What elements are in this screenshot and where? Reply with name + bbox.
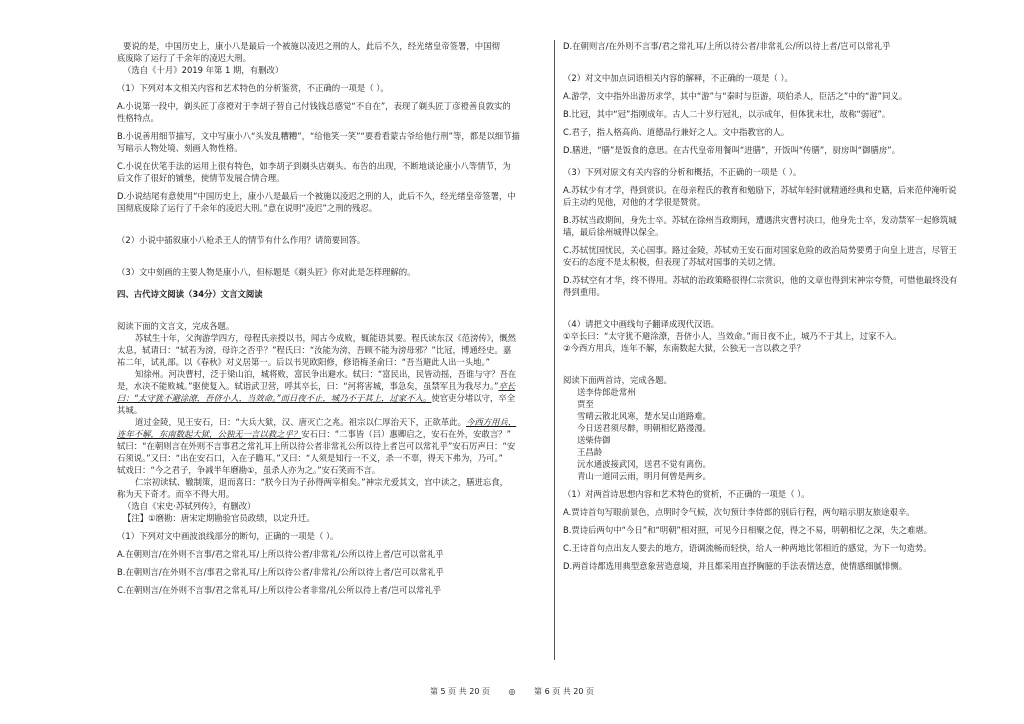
option-c-cont: 后文作了很好的铺垫，使情节发展合情合理。 <box>117 173 285 183</box>
question-7: （4）请把文中画线句子翻译成现代汉语。 <box>563 319 720 329</box>
option-b: B.小说善用细节描写，文中写康小八“头发乱糟糟”，“给他笑一笑”“要看看蒙古爷给他行刑”等，都是以细节描 <box>117 131 520 141</box>
passage-line: 称为天下奇才。而卒不得大用。 <box>117 489 235 499</box>
option-a: A.游学，文中指外出游历求学，其中“游”与“秦时与臣游，项伯杀人，臣活之”中的“游”同义。 <box>563 91 908 101</box>
option-a: A.在朝则言/在外则不言事/君之常礼耳/上所以待公者/非常礼/公所以待上者/岂可以常礼乎 <box>117 549 444 559</box>
passage-line: 轼戏曰：“今之君子，争减半年磨勘①，虽杀人亦为之。”安石笑而不言。 <box>117 465 381 475</box>
story-paragraph: 要说的是，中国历史上，康小八是最后一个被施以凌迟之刑的人，此后不久，经光绪皇帝签署，中国彻 <box>123 41 500 51</box>
poem-line: 今日送君须尽醉，明朝相忆路漫漫。 <box>577 423 711 433</box>
passage-line: 其城。 <box>117 405 143 415</box>
passage-line: 知徐州。河决曹村，泛于梁山泊，城将败，富民争出避水。轼曰：“富民出，民皆动摇，吾谁与守？吾在 <box>135 369 517 379</box>
section-heading: 四、古代诗文阅读（34分）文言文阅读 <box>117 289 263 299</box>
option-b: B.在朝则言/在外则不言/事君之常礼耳/上所以待公者/非常礼/公所以待上者/岂可以常礼乎 <box>117 567 444 577</box>
question-1: （1）下列对本文相关内容和艺术特色的分析鉴赏，不正确的一项是（ ）。 <box>117 83 389 93</box>
option-d: D.膳进，“膳”是饭食的意思。在古代皇帝用餐叫“进膳”，开饭叫“传膳”，厨房叫“御膳房”。 <box>563 145 900 155</box>
passage-text: 使官吏分堵以守，卒全 <box>431 393 516 403</box>
footer-separator: ◎ <box>508 687 516 696</box>
passage-line: 祐二年，试礼部。以《春秋》对义居第一。后以书见欧阳修，修语梅圣俞曰：“吾当避此人出一头地。” <box>117 357 490 367</box>
passage-line: 石须说。”又曰：“出在安石口，入在子瞻耳。”又曰：“人须是知行一不义，杀一不辜，得天下弗为，乃可。” <box>117 453 503 463</box>
footnote: 【注】①磨勘：唐宋定期勘验官员政绩，以定升迁。 <box>123 513 315 523</box>
page-footer <box>0 686 1024 697</box>
question-4: （1）下列对文中画波浪线部分的断句，正确的一项是（ ）。 <box>117 531 339 541</box>
option-a: A.小说第一段中，剃头匠丁彦䙞对于李胡子替自己付钱钱总感觉“不自在”，表现了剃头匠丁彦䙞善良敦实的 <box>117 101 511 111</box>
option-c-cont: 安石的态度不是太积极，但表现了苏轼对国事的关切之情。 <box>563 257 781 267</box>
right-column <box>563 40 993 572</box>
question-3: （3）文中刻画的主要人物是康小八，但标题是《剃头匠》你对此是怎样理解的。 <box>117 267 416 277</box>
option-a: A.苏轼少有才学，得到赏识。在母亲程氏的教育和勉励下，苏轼年轻时就精通经典和史籍，后来范仲淹听说 <box>563 185 957 195</box>
translate-sentence-1: ①卒长曰：“太守犹不避涂潦，吾侪小人，当效命。”而日夜不止，城乃不于其上，过家不入。 <box>563 331 902 341</box>
passage-line: 太息，轼请曰：“轼若为滂，母许之否乎？”程氏曰：“汝能为滂，吾顾不能为滂母邪？”比冠，博通经史。嘉 <box>117 345 512 355</box>
poem-line: 沅水通波接武冈，送君不觉有离伤。 <box>577 459 711 469</box>
poem-line: 雪晴云散北风寒，楚水吴山道路难。 <box>577 411 711 421</box>
poem-title: 送李侍郎赴常州 <box>577 387 636 397</box>
column-divider <box>554 40 555 660</box>
option-d-cont: 得到重用。 <box>563 287 605 297</box>
page-number-right: 第 6 页 共 20 页 <box>534 687 595 696</box>
option-d: D.在朝则言/在外则不言事/君之常礼耳/上所以待公者/非常礼公/所以待上者/岂可以常礼乎 <box>563 41 891 51</box>
poem-title: 送柴侍御 <box>577 435 611 445</box>
option-c: C.王诗首句点出友人要去的地方，语调流畅而轻快，给人一种两地比邻相近的感觉，为下一句造势。 <box>563 543 932 553</box>
left-column <box>117 40 549 596</box>
passage-line: 苏轼生十年，父洵游学四方，母程氏亲授以书，闻古今成败，辄能语其要。程氏读东汉《范滂传》，慨然 <box>135 333 517 343</box>
underlined-text: 而日夜不止，城乃不于其上，过家不入。 <box>280 393 432 403</box>
option-b-cont: 墙，最后徐州城得以保全。 <box>563 227 664 237</box>
page-number-left: 第 5 页 共 20 页 <box>429 687 490 696</box>
poem-author: 王昌龄 <box>577 447 603 457</box>
translate-sentence-2: ②今西方用兵，连年不解，东南数起大狱，公独无一言以救之乎？ <box>563 343 806 353</box>
option-c: C.在朝则言/在外则不言事/君之常礼耳/上所以待公者非常/礼公所以待上者/岂可以常礼乎 <box>117 585 442 595</box>
underlined-text: 今西方用兵， <box>465 417 517 427</box>
passage-line <box>117 380 549 392</box>
option-b: B.贾诗后两句中“今日”和“明朝”相对照，可见今日相聚之促，得之不易，明朝相忆之深，失之难堪。 <box>563 525 933 535</box>
passage-text: 道过金陵，见王安石，曰：“大兵大狱，汉、唐灭亡之兆。祖宗以仁厚治天下，正欲革此。 <box>135 417 466 427</box>
passage-line: 轼曰：“在朝则言在外则不言事君之常礼耳上所以待公者非常礼公所以待上者岂可以常礼乎”安石厉声曰：“安 <box>117 441 516 451</box>
passage-text: 安石曰：“二事皆（吕）惠卿启之，安石在外，安敢言？” <box>301 429 511 439</box>
passage-text: 是，水决不能败城。”驱使复入。轼诣武卫营，呼其卒长，曰：“河将害城，事急矣，虽禁军且为我尽力。” <box>117 381 499 391</box>
question-8: （1）对两首诗思想内容和艺术特色的赏析，不正确的一项是（ ）。 <box>563 489 810 499</box>
option-c: C.君子，指人格高尚、道德品行兼好之人。文中指教官的人。 <box>563 127 790 137</box>
option-d-cont: 国彻底废除了运行了千余年的凌迟大刑。”意在说明“凌迟”之刑的残忍。 <box>117 203 378 213</box>
question-5: （2）对文中加点词语相关内容的解释，不正确的一项是（ ）。 <box>563 73 793 83</box>
passage-line <box>117 428 549 440</box>
option-b: B.苏轼当政期间，身先士卒。苏轼在徐州当政期间，遭遇洪灾曹村决口，他身先士卒，发动禁军一起修筑城 <box>563 215 957 225</box>
question-6: （3）下列对原文有关内容的分析和概括，不正确的一项是（ ）。 <box>563 167 802 177</box>
option-c: C.小说在伏笔手法的运用上很有特色，如李胡子到剃头店剃头、布告的出现，不断地谈论康小八等情节，为 <box>117 161 511 171</box>
option-b: B.比冠，其中“冠”指刚成年。古人二十岁行冠礼，以示成年，但体犹未壮，故称“弱冠”。 <box>563 109 891 119</box>
passage-line <box>117 392 549 404</box>
source-note: （选自《宋史·苏轼列传》，有删改） <box>123 501 256 511</box>
poem-line: 青山一道同云雨，明月何曾是两乡。 <box>577 471 711 481</box>
question-2: （2）小说中插叙康小八枪杀王人的情节有什么作用？请简要回答。 <box>117 235 366 245</box>
underlined-text: 曰：“太守犹不避涂潦，吾侪小人，当效命。” <box>117 393 281 403</box>
passage-intro: 阅读下面的文言文，完成各题。 <box>117 321 235 331</box>
passage-line <box>117 416 549 428</box>
option-a: A.贾诗首句写眼前景色，点明时令气候，次句预计李侍郎的别后行程，两句暗示朋友旅途艰辛。 <box>563 507 915 517</box>
story-paragraph: 底废除了运行了千余年的凌迟大刑。 <box>117 53 251 63</box>
source-note: （选自《十月》2019 年第 1 期，有删改） <box>123 65 284 75</box>
passage-line: 仁宗初读轼、辙制策，退而喜曰：“朕今日为子孙得两宰相矣。”神宗尤爱其文，宫中读之，膳进忘食， <box>135 477 508 487</box>
underlined-text: 连年不解，东南数起大狱，公独无一言以救之乎？ <box>117 429 302 439</box>
option-d: D.两首诗都选用典型意象营造意境，并且都采用直抒胸臆的手法表情达意，使情感细腻悱恻。 <box>563 561 908 571</box>
poem-author: 贾至 <box>577 399 594 409</box>
option-c: C.苏轼忧国忧民，关心国事。路过金陵，苏轼劝王安石面对国家危险的政治局势要勇于向皇上进言，尽管王 <box>563 245 957 255</box>
option-d: D.苏轼空有才华，终不得用。苏轼的治政策略很得仁宗赏识，他的文章也得到宋神宗夸赞，可惜他最终没有 <box>563 275 958 285</box>
option-a-cont: 后主动约见他，对他的才学很是赞赏。 <box>563 197 706 207</box>
underlined-text: 卒长 <box>498 381 516 391</box>
option-b-cont: 写暗示人物处境、刻画人物性格。 <box>117 143 243 153</box>
option-d: D.小说结尾有意使用“中国历史上，康小八是最后一个被施以凌迟之刑的人，此后不久，经光绪皇帝签署，中 <box>117 191 516 201</box>
option-a-cont: 性格特点。 <box>117 113 159 123</box>
poem-intro: 阅读下面两首诗，完成各题。 <box>563 375 672 385</box>
